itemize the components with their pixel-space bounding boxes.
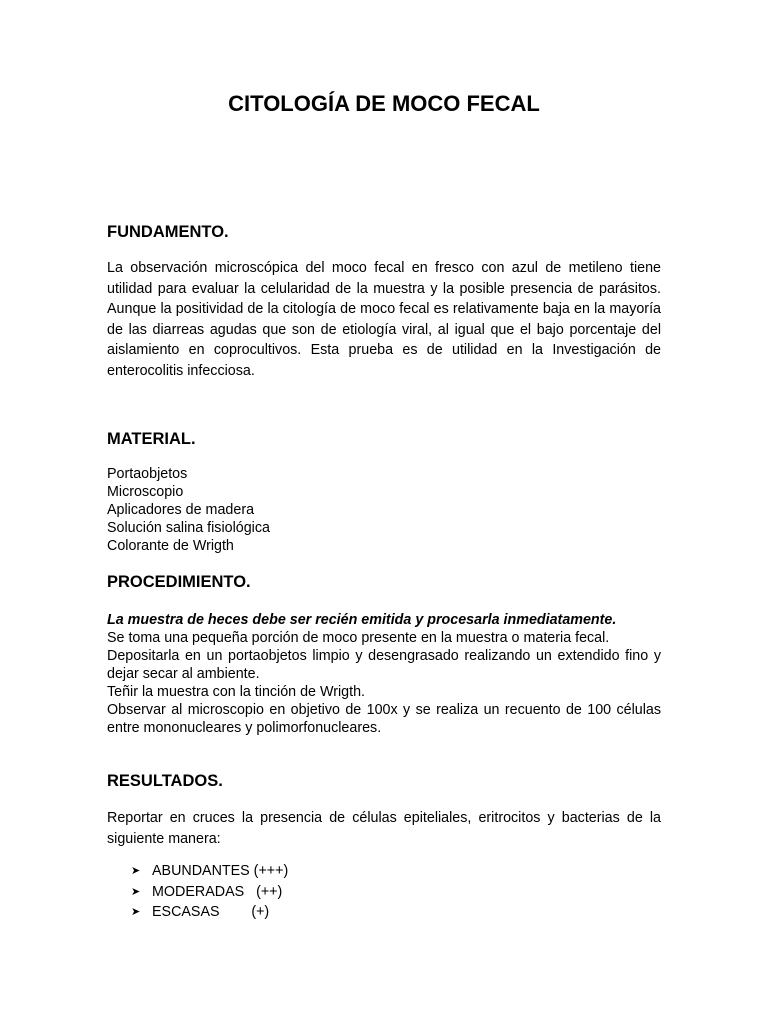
fundamento-paragraph: La observación microscópica del moco fecal en fresco con azul de metileno tiene utilidad para evaluar la celularidad de la muestra y la posible presencia de parásitos. Aunque la positividad de la citología de moco fecal es relativamente baja en la mayoría de las diarreas agudas que son de etiología viral, al igual que el bajo porcentaje del aislamiento en coprocultivos. Esta prueba es de utilidad en la Investigación de enterocolitis infecciosa.	[107, 260, 661, 379]
arrow-bullet-icon: ➤	[131, 865, 141, 877]
material-item: Colorante de Wrigth	[107, 538, 234, 554]
resultados-paragraph: Reportar en cruces la presencia de células epiteliales, eritrocitos y bacterias de la siguiente manera:	[107, 810, 661, 847]
arrow-bullet-icon: ➤	[131, 885, 141, 898]
result-item-label: ABUNDANTES (+++)	[152, 863, 289, 879]
result-item-label: MODERADAS (++)	[152, 883, 283, 900]
procedimiento-step: Observar al microscopio en objetivo de 100x y se realiza un recuento de 100 células entre mononucleares y polimorfonucleares.	[107, 702, 661, 736]
material-item: Portaobjetos	[107, 466, 188, 482]
material-list	[107, 465, 270, 555]
result-item-label: ESCASAS (+)	[152, 904, 270, 920]
result-item	[131, 882, 288, 903]
document-title: CITOLOGÍA DE MOCO FECAL	[228, 91, 540, 116]
section-heading-resultados: RESULTADOS.	[107, 772, 223, 790]
resultados-list	[131, 861, 288, 923]
arrow-bullet-icon: ➤	[131, 906, 141, 918]
section-heading-fundamento: FUNDAMENTO.	[107, 223, 229, 241]
material-item: Microscopio	[107, 484, 184, 500]
section-heading-material: MATERIAL.	[107, 430, 196, 448]
result-item	[131, 902, 288, 923]
result-item	[131, 861, 288, 882]
procedimiento-emphasis: La muestra de heces debe ser recién emitida y procesarla inmediatamente.	[107, 612, 617, 628]
procedimiento-step: Teñir la muestra con la tinción de Wrigth.	[107, 684, 365, 700]
procedimiento-block	[107, 611, 661, 737]
procedimiento-step: Depositarla en un portaobjetos limpio y desengrasado realizando un extendido fino y dejar secar al ambiente.	[107, 648, 661, 682]
procedimiento-step: Se toma una pequeña porción de moco presente en la muestra o materia fecal.	[107, 630, 610, 646]
section-heading-procedimiento: PROCEDIMIENTO.	[107, 573, 251, 591]
material-item: Aplicadores de madera	[107, 502, 255, 518]
material-item: Solución salina fisiológica	[107, 520, 270, 536]
